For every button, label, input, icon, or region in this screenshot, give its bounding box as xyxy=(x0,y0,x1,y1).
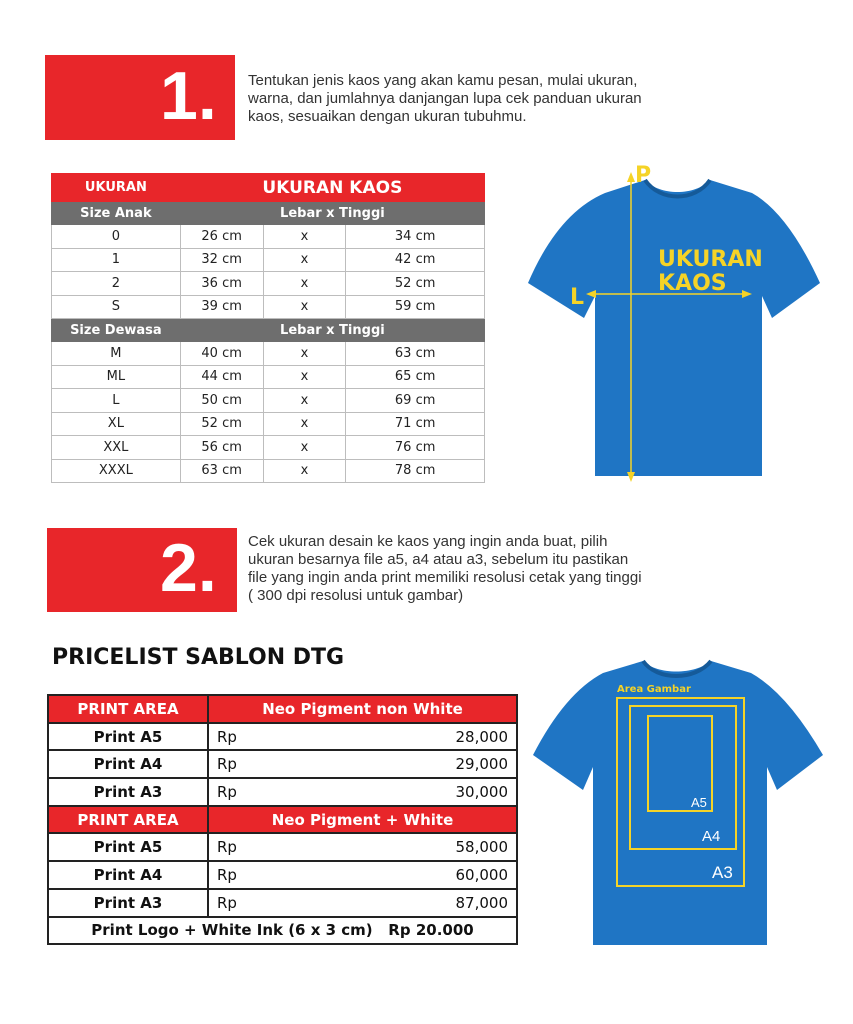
ink-type-header: Neo Pigment non White xyxy=(208,695,517,723)
table-row xyxy=(48,723,517,751)
width-cell: 50 cm xyxy=(180,389,263,413)
table-row xyxy=(48,917,517,945)
step-2-number: 2. xyxy=(160,530,217,606)
table-row xyxy=(52,412,485,436)
height-arrow-head-bottom xyxy=(627,472,635,482)
height-cell: 76 cm xyxy=(346,436,485,460)
height-cell: 63 cm xyxy=(346,342,485,366)
pricelist-table xyxy=(47,694,518,945)
separator-cell: x xyxy=(263,295,346,319)
separator-cell: x xyxy=(263,272,346,296)
step-2-text-line: Cek ukuran desain ke kaos yang ingin anda buat, pilih xyxy=(248,533,608,550)
a5-label: A5 xyxy=(691,795,707,810)
width-cell: 44 cm xyxy=(180,365,263,389)
height-cell: 59 cm xyxy=(346,295,485,319)
separator-cell: x xyxy=(263,389,346,413)
width-cell: 26 cm xyxy=(180,225,263,249)
table-row xyxy=(52,436,485,460)
table-row xyxy=(48,750,517,778)
size-cell: ML xyxy=(52,365,181,389)
price-cell: 28,000 xyxy=(268,723,517,751)
width-cell: 40 cm xyxy=(180,342,263,366)
size-table-header xyxy=(52,174,485,202)
separator-cell: x xyxy=(263,365,346,389)
shirt-label-ukuran: UKURAN xyxy=(658,247,763,272)
width-cell: 36 cm xyxy=(180,272,263,296)
tshirt-print-area-illustration xyxy=(525,645,830,950)
step-2-text xyxy=(248,533,642,605)
area-gambar-label: Area Gambar xyxy=(617,684,691,695)
height-cell: 42 cm xyxy=(346,248,485,272)
ink-type-header: Neo Pigment + White xyxy=(208,806,517,834)
size-group-adult xyxy=(52,319,485,342)
size-group-dims: Lebar x Tinggi xyxy=(180,319,484,342)
print-area-header: PRINT AREA xyxy=(48,695,208,723)
height-arrow-head-top xyxy=(627,172,635,182)
separator-cell: x xyxy=(263,459,346,483)
separator-cell: x xyxy=(263,342,346,366)
height-cell: 52 cm xyxy=(346,272,485,296)
table-row xyxy=(52,365,485,389)
separator-cell: x xyxy=(263,248,346,272)
table-row xyxy=(48,889,517,917)
width-cell: 39 cm xyxy=(180,295,263,319)
step-2-text-line: file yang ingin anda print memiliki resolusi cetak yang tinggi xyxy=(248,569,642,586)
size-cell: 2 xyxy=(52,272,181,296)
size-chart-table xyxy=(51,173,485,483)
table-row xyxy=(52,389,485,413)
size-cell: XXL xyxy=(52,436,181,460)
step-2-text-line: ukuran besarnya file a5, a4 atau a3, sebelum itu pastikan xyxy=(248,551,629,568)
size-group-label: Size Dewasa xyxy=(52,319,181,342)
step-1-text-line: kaos, sesuaikan dengan ukuran tubuhmu. xyxy=(248,108,527,125)
table-row xyxy=(52,272,485,296)
tshirt-size-illustration xyxy=(520,158,830,483)
size-cell: XL xyxy=(52,412,181,436)
a3-label: A3 xyxy=(712,863,733,882)
print-size-cell: Print A5 xyxy=(48,723,208,751)
separator-cell: x xyxy=(263,412,346,436)
currency-cell: Rp xyxy=(208,833,268,861)
table-row xyxy=(52,459,485,483)
tshirt-body xyxy=(533,661,823,945)
size-header-ukuran-kaos: UKURAN KAOS xyxy=(180,174,484,202)
table-row xyxy=(48,833,517,861)
size-cell: L xyxy=(52,389,181,413)
currency-cell: Rp xyxy=(208,750,268,778)
size-group-child xyxy=(52,202,485,225)
a4-label: A4 xyxy=(702,828,721,845)
logo-print-price: Print Logo + White Ink (6 x 3 cm) Rp 20.000 xyxy=(48,917,517,945)
height-cell: 78 cm xyxy=(346,459,485,483)
print-size-cell: Print A3 xyxy=(48,778,208,806)
table-row xyxy=(52,248,485,272)
price-section-header xyxy=(48,695,517,723)
shirt-label-kaos: KAOS xyxy=(658,271,727,296)
size-cell: XXXL xyxy=(52,459,181,483)
width-cell: 63 cm xyxy=(180,459,263,483)
print-size-cell: Print A5 xyxy=(48,833,208,861)
currency-cell: Rp xyxy=(208,778,268,806)
size-header-ukuran: UKURAN xyxy=(52,174,181,202)
table-row xyxy=(48,778,517,806)
size-cell: 0 xyxy=(52,225,181,249)
height-cell: 65 cm xyxy=(346,365,485,389)
price-cell: 29,000 xyxy=(268,750,517,778)
currency-cell: Rp xyxy=(208,723,268,751)
separator-cell: x xyxy=(263,225,346,249)
height-marker: P xyxy=(635,163,652,188)
size-cell: M xyxy=(52,342,181,366)
tshirt-body xyxy=(528,180,820,476)
width-marker: L xyxy=(570,285,585,310)
size-group-label: Size Anak xyxy=(52,202,181,225)
size-group-dims: Lebar x Tinggi xyxy=(180,202,484,225)
width-cell: 52 cm xyxy=(180,412,263,436)
table-row xyxy=(48,861,517,889)
price-cell: 58,000 xyxy=(268,833,517,861)
price-section-header xyxy=(48,806,517,834)
separator-cell: x xyxy=(263,436,346,460)
step-1-number: 1. xyxy=(160,58,217,134)
price-cell: 60,000 xyxy=(268,861,517,889)
currency-cell: Rp xyxy=(208,889,268,917)
step-1-text-line: warna, dan jumlahnya danjangan lupa cek panduan ukuran xyxy=(248,90,642,107)
step-2-text-line: ( 300 dpi resolusi untuk gambar) xyxy=(248,587,464,604)
size-cell: 1 xyxy=(52,248,181,272)
width-cell: 56 cm xyxy=(180,436,263,460)
size-cell: S xyxy=(52,295,181,319)
print-size-cell: Print A4 xyxy=(48,750,208,778)
table-row xyxy=(52,342,485,366)
height-cell: 71 cm xyxy=(346,412,485,436)
table-row xyxy=(52,295,485,319)
currency-cell: Rp xyxy=(208,861,268,889)
height-cell: 34 cm xyxy=(346,225,485,249)
width-cell: 32 cm xyxy=(180,248,263,272)
print-size-cell: Print A3 xyxy=(48,889,208,917)
height-cell: 69 cm xyxy=(346,389,485,413)
price-cell: 30,000 xyxy=(268,778,517,806)
print-size-cell: Print A4 xyxy=(48,861,208,889)
pricelist-title: PRICELIST SABLON DTG xyxy=(52,645,345,670)
step-1-text-line: Tentukan jenis kaos yang akan kamu pesan, mulai ukuran, xyxy=(248,72,638,89)
step-1-text xyxy=(248,72,642,126)
table-row xyxy=(52,225,485,249)
print-area-header: PRINT AREA xyxy=(48,806,208,834)
price-cell: 87,000 xyxy=(268,889,517,917)
